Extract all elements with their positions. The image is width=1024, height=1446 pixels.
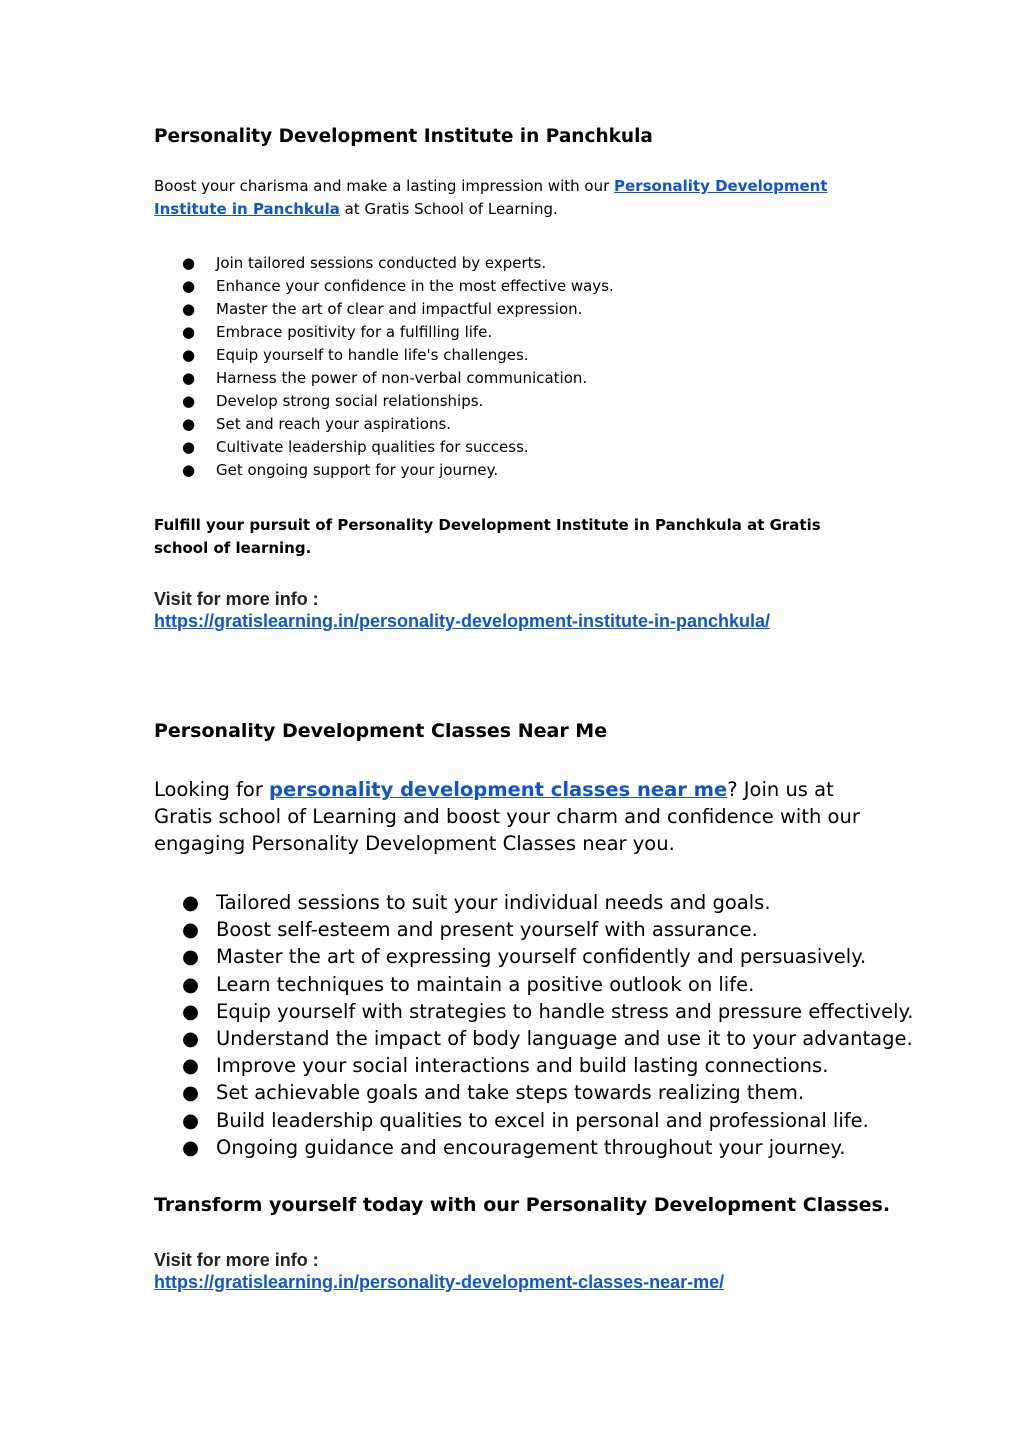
- bullet-icon: ●: [182, 323, 196, 341]
- list-item-text: Enhance your confidence in the most effective ways.: [216, 277, 614, 295]
- list-item: [154, 390, 614, 413]
- list-item: [154, 321, 614, 344]
- list-item-text: Develop strong social relationships.: [216, 392, 484, 410]
- section1-intro-link[interactable]: Personality Development Institute in Panchkula: [154, 177, 828, 218]
- bullet-icon: ●: [182, 999, 200, 1023]
- section2-intro-text-end: ? Join us at Gratis school of Learning and boost your charm and confidence with our engaging Personality Development Classes near you.: [154, 778, 860, 855]
- list-item: [154, 916, 913, 943]
- bullet-icon: ●: [182, 277, 196, 295]
- list-item-text: Tailored sessions to suit your individual needs and goals.: [216, 891, 771, 914]
- list-item-text: Understand the impact of body language and use it to your advantage.: [216, 1027, 913, 1051]
- section1-intro-text-end: at Gratis School of Learning.: [339, 200, 558, 218]
- section1-heading: Personality Development Institute in Panchkula: [154, 126, 653, 147]
- bullet-icon: ●: [182, 1054, 200, 1078]
- list-item-text: Cultivate leadership qualities for success.: [216, 438, 529, 456]
- bullet-icon: ●: [182, 945, 200, 969]
- list-item: [154, 1052, 913, 1079]
- section2-closing: Transform yourself today with our Personality Development Classes.: [154, 1194, 891, 1216]
- section2-heading: Personality Development Classes Near Me: [154, 720, 608, 742]
- list-item: [154, 459, 614, 482]
- list-item-text: Get ongoing support for your journey.: [216, 461, 499, 479]
- list-item: [154, 889, 913, 916]
- bullet-icon: ●: [182, 254, 196, 272]
- bullet-icon: ●: [182, 918, 200, 942]
- bullet-icon: ●: [182, 369, 196, 387]
- list-item-text: Set achievable goals and take steps towards realizing them.: [216, 1081, 805, 1105]
- list-item-text: Set and reach your aspirations.: [216, 415, 452, 433]
- list-item-text: Learn techniques to maintain a positive outlook on life.: [216, 972, 755, 996]
- list-item: [154, 1134, 913, 1161]
- list-item: [154, 367, 614, 390]
- list-item-text: Embrace positivity for a fulfilling life.: [216, 323, 493, 341]
- bullet-icon: ●: [182, 392, 196, 410]
- list-item-text: Equip yourself with strategies to handle stress and pressure effectively.: [216, 999, 914, 1023]
- section2-bullet-list: [154, 889, 913, 1161]
- bullet-icon: ●: [182, 415, 196, 433]
- list-item: [154, 1025, 913, 1052]
- list-item: [154, 436, 614, 459]
- section2-intro-link[interactable]: personality development classes near me: [269, 778, 728, 801]
- list-item: [154, 413, 614, 436]
- section2-intro-text: Looking for: [154, 778, 270, 801]
- list-item-text: Build leadership qualities to excel in personal and professional life.: [216, 1108, 869, 1132]
- list-item-text: Join tailored sessions conducted by experts.: [216, 254, 547, 272]
- section1-intro-text: Boost your charisma and make a lasting impression with our: [154, 177, 615, 195]
- list-item: [154, 971, 913, 998]
- bullet-icon: ●: [182, 1135, 200, 1159]
- list-item: [154, 344, 614, 367]
- list-item-text: Boost self-esteem and present yourself with assurance.: [216, 918, 758, 942]
- section1-visit-link[interactable]: https://gratislearning.in/personality-development-institute-in-panchkula/: [154, 611, 771, 631]
- list-item: [154, 1079, 913, 1106]
- bullet-icon: ●: [182, 1027, 200, 1051]
- bullet-icon: ●: [182, 1081, 200, 1105]
- bullet-icon: ●: [182, 1108, 200, 1132]
- section1-bullet-list: [154, 252, 614, 482]
- section2-visit-label: Visit for more info :: [154, 1250, 319, 1270]
- bullet-icon: ●: [182, 972, 200, 996]
- bullet-icon: ●: [182, 891, 200, 914]
- bullet-icon: ●: [182, 300, 196, 318]
- bullet-icon: ●: [182, 438, 196, 456]
- section1-intro: [154, 175, 854, 221]
- list-item: [154, 275, 614, 298]
- list-item: [154, 252, 614, 275]
- section2-intro: [154, 776, 874, 857]
- list-item-text: Master the art of expressing yourself confidently and persuasively.: [216, 945, 867, 969]
- list-item-text: Improve your social interactions and build lasting connections.: [216, 1054, 829, 1078]
- bullet-icon: ●: [182, 461, 196, 479]
- list-item-text: Equip yourself to handle life's challenges.: [216, 346, 529, 364]
- section1-closing: Fulfill your pursuit of Personality Development Institute in Panchkula at Gratis school of learning.: [154, 516, 821, 557]
- list-item-text: Master the art of clear and impactful expression.: [216, 300, 583, 318]
- list-item-text: Harness the power of non-verbal communication.: [216, 369, 588, 387]
- list-item-text: Ongoing guidance and encouragement throughout your journey.: [216, 1135, 846, 1159]
- list-item: [154, 298, 614, 321]
- list-item: [154, 998, 913, 1025]
- list-item: [154, 943, 913, 970]
- list-item: [154, 1107, 913, 1134]
- bullet-icon: ●: [182, 346, 196, 364]
- section1-visit-label: Visit for more info :: [154, 589, 319, 609]
- section2-visit-link[interactable]: https://gratislearning.in/personality-development-classes-near-me/: [154, 1272, 725, 1292]
